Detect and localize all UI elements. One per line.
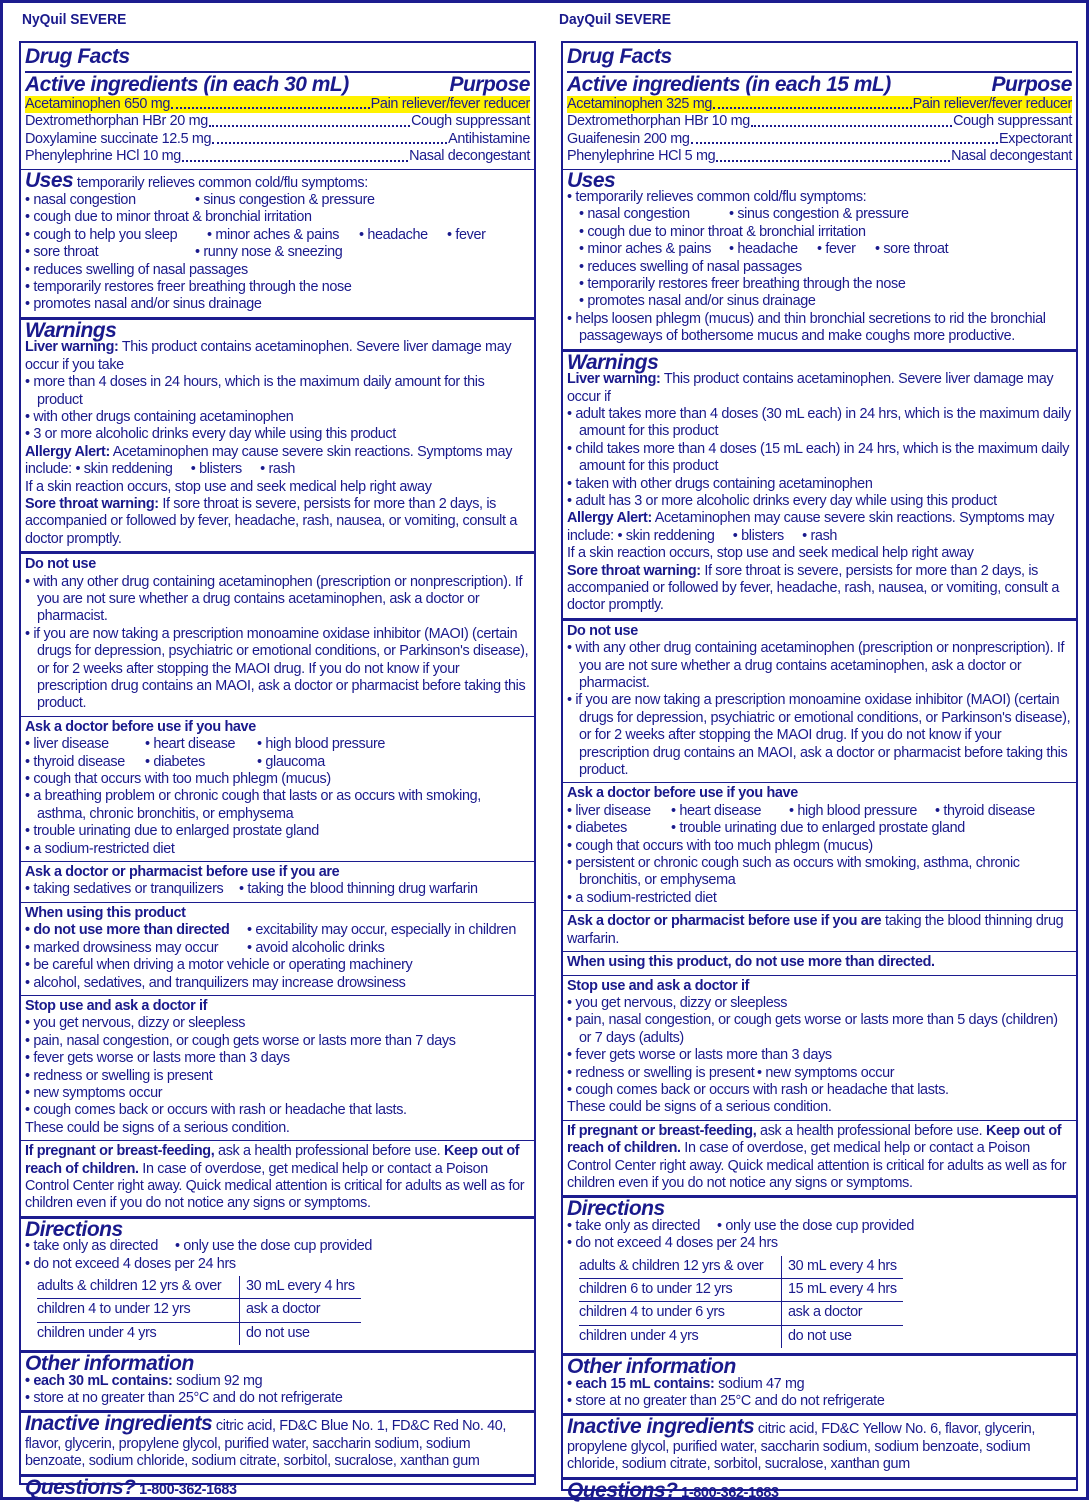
inactive-heading: Inactive ingredients bbox=[25, 1412, 213, 1436]
dot-leader bbox=[713, 96, 912, 109]
allergy-alert-text: Acetaminophen may cause severe skin reactions. Symptoms may include: bbox=[25, 443, 513, 478]
stop-use-heading: Stop use and ask a doctor if bbox=[25, 997, 208, 1014]
sore-throat-label: Sore throat warning: bbox=[25, 495, 159, 512]
list-item: • minor aches & pains bbox=[207, 226, 340, 243]
list-item: • do not use more than directed bbox=[25, 922, 230, 939]
ask-pharmacist-heading: Ask a doctor or pharmacist before use if you are bbox=[567, 913, 882, 930]
list-item: • glaucoma bbox=[257, 753, 325, 770]
list-item: • a sodium-restricted diet bbox=[25, 840, 175, 857]
list-item: • cough comes back or occurs with rash or headache that lasts. bbox=[567, 1081, 949, 1098]
ingredient-name: Guaifenesin 200 mg bbox=[567, 130, 690, 147]
ingredient-row bbox=[567, 113, 1072, 130]
list-item: • blisters bbox=[732, 527, 784, 544]
pregnancy-section bbox=[563, 1121, 1076, 1199]
list-item: • taking sedatives or tranquilizers bbox=[25, 881, 224, 898]
ingredient-name: Acetaminophen 325 mg bbox=[567, 96, 713, 112]
active-ingredients-section bbox=[563, 43, 1076, 170]
list-item: • a breathing problem or chronic cough that lasts or as occurs with smoking, asthma, chronic bronchitis, or emphysema bbox=[25, 788, 481, 822]
list-item: • trouble urinating due to enlarged prostate gland bbox=[671, 820, 965, 837]
list-item: • marked drowsiness may occur bbox=[25, 939, 219, 956]
ingredient-purpose: Antihistamine bbox=[448, 130, 530, 147]
list-item: • cough that occurs with too much phlegm (mucus) bbox=[25, 771, 331, 788]
list-item: • heart disease bbox=[671, 802, 762, 819]
ask-pharmacist-section bbox=[21, 862, 534, 903]
inactive-section bbox=[21, 1413, 534, 1476]
dot-leader bbox=[182, 148, 408, 161]
when-using-heading: When using this product bbox=[25, 904, 186, 921]
other-info-section bbox=[21, 1353, 534, 1413]
ask-doctor-section bbox=[21, 717, 534, 862]
list-item: • temporarily relieves common cold/flu symptoms: bbox=[567, 189, 867, 206]
dot-leader bbox=[751, 113, 952, 126]
list-item: • sore throat bbox=[875, 241, 949, 258]
drug-facts-panel-dayquil bbox=[561, 41, 1078, 1502]
questions-phone[interactable]: 1-800-362-1683 bbox=[677, 1484, 779, 1501]
warnings-heading: Warnings bbox=[567, 350, 659, 374]
table-cell: do not use bbox=[782, 1325, 903, 1348]
list-item: • fever bbox=[817, 241, 856, 258]
list-item: • with any other drug containing acetaminophen (prescription or nonprescription). If you are not sure whether a drug contains acetaminophen, ask a doctor or pharmacist. bbox=[567, 640, 1065, 691]
directions-heading: Directions bbox=[567, 1197, 665, 1221]
uses-heading: Uses bbox=[567, 168, 616, 192]
table-cell: do not use bbox=[240, 1322, 361, 1345]
liver-warning-label: Liver warning: bbox=[25, 339, 119, 356]
ingredient-name: Phenylephrine HCl 5 mg bbox=[567, 148, 716, 165]
active-ingredients-heading: Active ingredients (in each 15 mL) bbox=[567, 73, 891, 96]
other-info-text: sodium 92 mg bbox=[172, 1372, 263, 1389]
list-item: • persistent or chronic cough such as occurs with smoking, asthma, chronic bronchitis, or emphysema bbox=[567, 855, 1020, 889]
ingredient-row bbox=[25, 113, 530, 130]
directions-section bbox=[21, 1219, 534, 1353]
keep-out-text: In case of overdose, get medical help or contact a Poison Control Center right away. Quick medical attention is critical for adults as well as for children even if you do not notice any signs or symptoms. bbox=[567, 1140, 1067, 1191]
directions-heading: Directions bbox=[25, 1217, 123, 1241]
list-item: • heart disease bbox=[145, 736, 236, 753]
ask-doctor-section bbox=[563, 783, 1076, 911]
list-item: • a sodium-restricted diet bbox=[567, 889, 717, 906]
list-item: • do not exceed 4 doses per 24 hrs bbox=[567, 1235, 778, 1252]
list-item: • if you are now taking a prescription monoamine oxidase inhibitor (MAOI) (certain drugs for depression, psychiatric or emotional conditions, or Parkinson's disease), or for 2 weeks after stopping the MAOI drug. If you do not know if your prescription drug contains an MAOI, ask a doctor or pharmacist before taking this product. bbox=[25, 625, 529, 712]
table-cell: 30 mL every 4 hrs bbox=[782, 1256, 903, 1279]
list-item: • cough to help you sleep bbox=[25, 226, 178, 243]
questions-phone[interactable]: 1-800-362-1683 bbox=[135, 1481, 237, 1498]
allergy-after-text: If a skin reaction occurs, stop use and seek medical help right away bbox=[25, 478, 432, 495]
sore-throat-text: If sore throat is severe, persists for more than 2 days, is accompanied or followed by fever, headache, rash, nausea, or vomiting, consult a doctor promptly. bbox=[25, 495, 517, 547]
other-info-heading: Other information bbox=[567, 1355, 736, 1379]
list-item: • skin reddening bbox=[617, 527, 715, 544]
list-item: • take only as directed bbox=[25, 1238, 158, 1255]
inactive-text: citric acid, FD&C Yellow No. 6, flavor, glycerin, propylene glycol, purified water, saccharin sodium, sodium benzoate, sodium chloride, sodium citrate, sorbitol, sucralose, xanthan gum bbox=[567, 1421, 1036, 1473]
list-item: • sore throat bbox=[25, 244, 99, 261]
inactive-heading: Inactive ingredients bbox=[567, 1415, 755, 1439]
when-using-heading: When using this product, do not use more than directed. bbox=[567, 954, 935, 971]
list-item: • nasal congestion bbox=[25, 192, 136, 209]
do-not-use-heading: Do not use bbox=[567, 622, 638, 639]
inactive-section bbox=[563, 1416, 1076, 1479]
purpose-heading: Purpose bbox=[449, 73, 530, 96]
ingredient-purpose: Expectorant bbox=[999, 130, 1072, 147]
when-using-section bbox=[563, 952, 1076, 975]
stop-use-section bbox=[563, 976, 1076, 1121]
allergy-alert-label: Allergy Alert: bbox=[567, 510, 652, 527]
allergy-alert-label: Allergy Alert: bbox=[25, 443, 110, 460]
table-cell: ask a doctor bbox=[240, 1299, 361, 1322]
list-item: • if you are now taking a prescription monoamine oxidase inhibitor (MAOI) (certain drugs for depression, psychiatric or emotional conditions, or Parkinson's disease), or for 2 weeks after stopping the MAOI drug. If you do not know if your prescription drug contains an MAOI, ask a doctor or pharmacist before taking this product. bbox=[567, 692, 1071, 779]
stop-use-after: These could be signs of a serious condition. bbox=[567, 1099, 832, 1116]
stop-use-section bbox=[21, 996, 534, 1141]
list-item: • rash bbox=[260, 461, 296, 478]
table-row bbox=[579, 1325, 903, 1348]
list-item: • cough due to minor throat & bronchial irritation bbox=[579, 223, 866, 240]
ingredient-row bbox=[25, 131, 530, 148]
list-item: • you get nervous, dizzy or sleepless bbox=[25, 1015, 246, 1032]
pregnancy-section bbox=[21, 1141, 534, 1219]
uses-section bbox=[563, 170, 1076, 352]
list-item: • 3 or more alcoholic drinks every day while using this product bbox=[25, 426, 396, 443]
do-not-use-section bbox=[563, 621, 1076, 784]
list-item: • minor aches & pains bbox=[579, 241, 712, 258]
ask-doctor-heading: Ask a doctor before use if you have bbox=[567, 785, 798, 802]
list-item: • skin reddening bbox=[75, 461, 173, 478]
list-item: • with any other drug containing acetaminophen (prescription or nonprescription). If you are not sure whether a drug contains acetaminophen, ask a doctor or pharmacist. bbox=[25, 573, 523, 625]
list-item: • nasal congestion bbox=[579, 206, 690, 223]
table-row bbox=[579, 1256, 903, 1279]
list-item: • trouble urinating due to enlarged prostate gland bbox=[25, 823, 319, 840]
keep-out-label: Keep out of reach of children. bbox=[25, 1143, 520, 1177]
list-item: • only use the dose cup provided bbox=[717, 1217, 915, 1234]
table-cell: children 4 to under 6 yrs bbox=[579, 1302, 782, 1325]
list-item: • headache bbox=[729, 241, 798, 258]
list-item: • rash bbox=[802, 527, 838, 544]
list-item: • avoid alcoholic drinks bbox=[247, 939, 385, 956]
directions-section bbox=[563, 1198, 1076, 1356]
dosage-table bbox=[37, 1276, 361, 1345]
pregnancy-label: If pregnant or breast-feeding, bbox=[25, 1143, 215, 1160]
list-item: • new symptoms occur bbox=[25, 1084, 163, 1101]
pregnancy-text: ask a health professional before use. bbox=[214, 1143, 444, 1160]
list-item: • be careful when driving a motor vehicle or operating machinery bbox=[25, 957, 413, 974]
when-using-section bbox=[21, 903, 534, 996]
do-not-use-section bbox=[21, 554, 534, 717]
list-item: • take only as directed bbox=[567, 1217, 700, 1234]
list-item: • runny nose & sneezing bbox=[195, 244, 343, 261]
warnings-section bbox=[21, 320, 534, 554]
list-item: • thyroid disease bbox=[25, 753, 125, 770]
ask-pharmacist-heading: Ask a doctor or pharmacist before use if you are bbox=[25, 864, 340, 881]
list-item: • you get nervous, dizzy or sleepless bbox=[567, 994, 788, 1011]
questions-heading: Questions? bbox=[567, 1478, 678, 1502]
ask-pharmacist-section bbox=[563, 911, 1076, 952]
table-row bbox=[579, 1279, 903, 1302]
allergy-alert-text: Acetaminophen may cause severe skin reactions. Symptoms may include: bbox=[567, 510, 1055, 544]
table-cell: 30 mL every 4 hrs bbox=[240, 1276, 361, 1299]
ingredient-row bbox=[567, 131, 1072, 148]
list-item: • reduces swelling of nasal passages bbox=[579, 258, 802, 275]
list-item: • fever gets worse or lasts more than 3 days bbox=[567, 1047, 832, 1064]
list-item: • pain, nasal congestion, or cough gets worse or lasts more than 7 days bbox=[25, 1032, 456, 1049]
ingredient-row bbox=[25, 148, 530, 165]
ingredient-row bbox=[25, 96, 530, 113]
list-item: • store at no greater than 25°C and do not refrigerate bbox=[567, 1393, 885, 1410]
list-item: • adult takes more than 4 doses (30 mL each) in 24 hrs, which is the maximum daily amount for this product bbox=[567, 405, 1071, 440]
warnings-heading: Warnings bbox=[25, 318, 117, 342]
drug-facts-title: Drug Facts bbox=[567, 45, 672, 68]
dosage-table bbox=[579, 1256, 903, 1349]
table-cell: ask a doctor bbox=[782, 1302, 903, 1325]
ingredient-purpose: Nasal decongestant bbox=[951, 148, 1072, 165]
ingredient-name: Dextromethorphan HBr 20 mg bbox=[25, 113, 208, 130]
list-item: • taking the blood thinning drug warfarin bbox=[239, 881, 478, 898]
list-item: • temporarily restores freer breathing through the nose bbox=[25, 279, 352, 296]
other-info-section bbox=[563, 1356, 1076, 1416]
drug-facts-panel-nyquil bbox=[19, 41, 536, 1499]
list-item: • cough due to minor throat & bronchial irritation bbox=[25, 209, 312, 226]
allergy-after-text: If a skin reaction occurs, stop use and seek medical help right away bbox=[567, 545, 974, 562]
uses-heading: Uses bbox=[25, 168, 74, 192]
list-item: • child takes more than 4 doses (15 mL each) in 24 hrs, which is the maximum daily amount for this product bbox=[567, 440, 1070, 475]
inactive-text: citric acid, FD&C Blue No. 1, FD&C Red No. 40, flavor, glycerin, propylene glycol, purified water, saccharin sodium, sodium benzoate, sodium chloride, sodium citrate, sorbitol, sucralose, xanthan gum bbox=[25, 1418, 507, 1470]
list-item: • promotes nasal and/or sinus drainage bbox=[579, 293, 816, 310]
table-row bbox=[579, 1302, 903, 1325]
warnings-section bbox=[563, 352, 1076, 621]
list-item: • redness or swelling is present bbox=[25, 1067, 213, 1084]
list-item: • cough comes back or occurs with rash or headache that lasts. bbox=[25, 1102, 407, 1119]
list-item: • cough that occurs with too much phlegm (mucus) bbox=[567, 837, 873, 854]
ingredient-purpose: Cough suppressant bbox=[953, 113, 1072, 130]
ingredient-name: Dextromethorphan HBr 10 mg bbox=[567, 113, 750, 130]
list-item: • with other drugs containing acetaminophen bbox=[25, 408, 294, 425]
ingredient-name: Doxylamine succinate 12.5 mg bbox=[25, 130, 212, 147]
purpose-heading: Purpose bbox=[991, 73, 1072, 96]
questions-section bbox=[21, 1477, 534, 1502]
list-item: • excitability may occur, especially in children bbox=[247, 922, 516, 939]
keep-out-label: Keep out of reach of children. bbox=[567, 1122, 1062, 1157]
questions-heading: Questions? bbox=[25, 1475, 136, 1499]
list-item: • high blood pressure bbox=[789, 802, 918, 819]
product-name-dayquil: DayQuil SEVERE bbox=[559, 11, 671, 28]
list-item: • helps loosen phlegm (mucus) and thin bronchial secretions to rid the bronchial passageways of bothersome mucus and make coughs more productive. bbox=[567, 310, 1046, 345]
pregnancy-label: If pregnant or breast-feeding, bbox=[567, 1122, 757, 1139]
list-item: • sinus congestion & pressure bbox=[729, 206, 909, 223]
list-item: • high blood pressure bbox=[257, 736, 386, 753]
active-ingredients-header bbox=[567, 73, 1072, 96]
active-ingredients-heading: Active ingredients (in each 30 mL) bbox=[25, 73, 349, 96]
ingredient-purpose: Cough suppressant bbox=[411, 113, 530, 130]
ingredient-purpose: Pain reliever/fever reducer bbox=[370, 96, 530, 112]
list-item: • headache bbox=[359, 226, 428, 243]
list-item: • blisters bbox=[190, 461, 242, 478]
ingredient-purpose: Pain reliever/fever reducer bbox=[912, 96, 1072, 112]
list-item: • liver disease bbox=[567, 802, 651, 819]
other-info-heading: Other information bbox=[25, 1352, 194, 1376]
list-item: • diabetes bbox=[567, 820, 627, 837]
table-cell: children 4 to under 12 yrs bbox=[37, 1299, 240, 1322]
ask-doctor-heading: Ask a doctor before use if you have bbox=[25, 718, 256, 735]
list-item: • new symptoms occur bbox=[757, 1064, 895, 1081]
table-cell: adults & children 12 yrs & over bbox=[37, 1276, 240, 1299]
list-item: • reduces swelling of nasal passages bbox=[25, 261, 248, 278]
sore-throat-label: Sore throat warning: bbox=[567, 562, 701, 579]
list-item: • liver disease bbox=[25, 736, 109, 753]
list-item: • pain, nasal congestion, or cough gets worse or lasts more than 5 days (children) or 7 days (adults) bbox=[567, 1012, 1058, 1046]
dot-leader bbox=[716, 148, 950, 161]
list-item: • more than 4 doses in 24 hours, which is the maximum daily amount for this product bbox=[25, 374, 485, 408]
liver-warning-label: Liver warning: bbox=[567, 371, 661, 388]
table-cell: children 6 to under 12 yrs bbox=[579, 1279, 782, 1302]
ingredient-name: Phenylephrine HCl 10 mg bbox=[25, 148, 181, 165]
uses-section bbox=[21, 170, 534, 320]
drug-facts-title: Drug Facts bbox=[25, 45, 130, 68]
table-cell: 15 mL every 4 hrs bbox=[782, 1279, 903, 1302]
active-ingredients-section bbox=[21, 43, 534, 170]
list-item: • diabetes bbox=[145, 753, 205, 770]
do-not-use-heading: Do not use bbox=[25, 556, 96, 573]
list-item: • do not exceed 4 doses per 24 hrs bbox=[25, 1255, 236, 1272]
product-name-nyquil: NyQuil SEVERE bbox=[22, 11, 127, 28]
questions-section bbox=[563, 1480, 1076, 1505]
dot-leader bbox=[691, 131, 999, 144]
table-row bbox=[37, 1276, 361, 1299]
liver-warning-text: This product contains acetaminophen. Severe liver damage may occur if you take bbox=[25, 339, 512, 373]
list-item: • thyroid disease bbox=[935, 802, 1035, 819]
keep-out-text: In case of overdose, get medical help or contact a Poison Control Center right away. Quick medical attention is critical for adults as well as for children even if you do not notice any signs or symptoms. bbox=[25, 1160, 525, 1212]
list-item: • sinus congestion & pressure bbox=[195, 192, 375, 209]
list-item: • temporarily restores freer breathing through the nose bbox=[579, 276, 906, 293]
table-row bbox=[37, 1299, 361, 1322]
stop-use-heading: Stop use and ask a doctor if bbox=[567, 977, 750, 994]
uses-intro: temporarily relieves common cold/flu symptoms: bbox=[73, 174, 368, 191]
stop-use-after: These could be signs of a serious condition. bbox=[25, 1119, 290, 1136]
ingredient-row bbox=[567, 96, 1072, 113]
list-item: • promotes nasal and/or sinus drainage bbox=[25, 296, 262, 313]
other-info-text: sodium 47 mg bbox=[714, 1375, 805, 1392]
list-item: • adult has 3 or more alcoholic drinks every day while using this product bbox=[567, 492, 997, 509]
other-info-label: • each 30 mL contains: bbox=[25, 1372, 173, 1389]
table-cell: children under 4 yrs bbox=[37, 1324, 157, 1341]
table-cell: children under 4 yrs bbox=[579, 1327, 699, 1344]
table-cell: adults & children 12 yrs & over bbox=[579, 1256, 782, 1279]
ingredient-row bbox=[567, 148, 1072, 165]
list-item: • alcohol, sedatives, and tranquilizers may increase drowsiness bbox=[25, 974, 406, 991]
liver-warning-text: This product contains acetaminophen. Severe liver damage may occur if bbox=[567, 371, 1054, 405]
ask-pharmacist-text: taking the blood thinning drug warfarin. bbox=[567, 913, 1064, 947]
dot-leader bbox=[171, 96, 370, 109]
list-item: • redness or swelling is present bbox=[567, 1064, 755, 1081]
active-ingredients-header bbox=[25, 73, 530, 96]
list-item: • taken with other drugs containing acetaminophen bbox=[567, 475, 873, 492]
list-item: • store at no greater than 25°C and do not refrigerate bbox=[25, 1390, 343, 1407]
dot-leader bbox=[209, 113, 410, 126]
other-info-label: • each 15 mL contains: bbox=[567, 1375, 715, 1392]
list-item: • fever gets worse or lasts more than 3 days bbox=[25, 1050, 290, 1067]
list-item: • only use the dose cup provided bbox=[175, 1238, 373, 1255]
dot-leader bbox=[212, 131, 447, 144]
sore-throat-text: If sore throat is severe, persists for more than 2 days, is accompanied or followed by fever, headache, rash, nausea, or vomiting, consult a doctor promptly. bbox=[567, 562, 1059, 614]
ingredient-name: Acetaminophen 650 mg bbox=[25, 96, 171, 112]
ingredient-purpose: Nasal decongestant bbox=[409, 148, 530, 165]
list-item: • fever bbox=[447, 226, 486, 243]
table-row bbox=[37, 1322, 361, 1345]
pregnancy-text: ask a health professional before use. bbox=[756, 1122, 986, 1139]
